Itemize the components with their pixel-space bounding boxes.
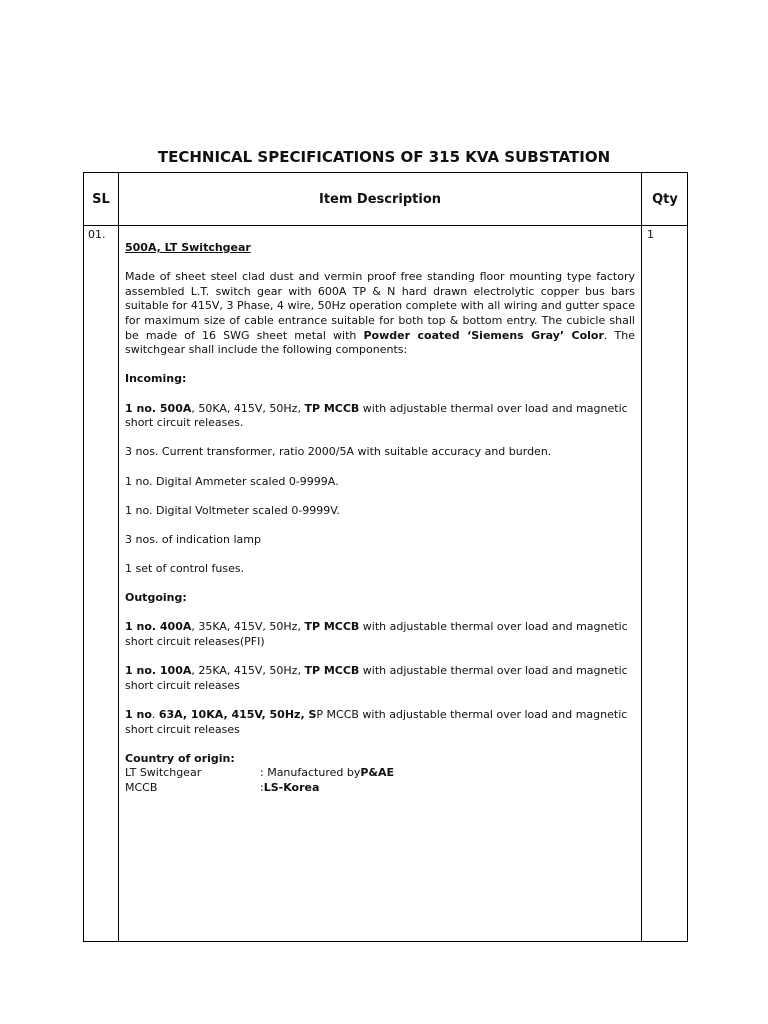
origin-row-mccb: MCCB : LS-Korea (125, 780, 320, 794)
column-divider (641, 173, 642, 941)
item-intro: Made of sheet steel clad dust and vermin proof free standing floor mounting type factory assembled L.T. switch gear with 600A TP & N hard drawn electrolytic copper bus bars suitable for 415V, 3 Phase, 4 wire, 50Hz operation complete with all wiring and gutter space for maximum size of cable entrance suitable for both top & bottom entry. The cubicle shall be made of 16 SWG sheet metal with Powder coated ‘Siemens Gray’ Color. The switchgear shall include the following components: (125, 270, 635, 357)
incoming-mccb: 1 no. 500A, 50KA, 415V, 50Hz, TP MCCB with adjustable thermal over load and magnetic short circuit releases. (125, 401, 628, 430)
incoming-item: 1 no. Digital Ammeter scaled 0-9999A. (125, 474, 339, 488)
outgoing-heading: Outgoing: (125, 591, 187, 605)
origin-row-lt-switchgear: LT Switchgear : Manufactured by P&AE (125, 766, 395, 780)
header-qty: Qty (652, 191, 678, 207)
spec-table (83, 172, 688, 942)
item-description (125, 241, 635, 796)
header-divider (84, 225, 687, 226)
row-sl: 01. (88, 228, 106, 241)
origin-heading: Country of origin: (125, 751, 235, 765)
incoming-item: 1 no. Digital Voltmeter scaled 0-9999V. (125, 503, 340, 517)
outgoing-mccb-100a: 1 no. 100A, 25KA, 415V, 50Hz, TP MCCB with adjustable thermal over load and magnetic short circuit releases (125, 664, 628, 692)
incoming-item: 1 set of control fuses. (125, 562, 245, 576)
incoming-heading: Incoming: (125, 372, 187, 386)
incoming-item: 3 nos. Current transformer, ratio 2000/5A with suitable accuracy and burden. (125, 445, 552, 459)
header-sl: SL (92, 191, 110, 207)
row-qty: 1 (647, 228, 654, 241)
item-title: 500A, LT Switchgear (125, 241, 251, 254)
outgoing-mccb-63a: 1 no. 63A, 10KA, 415V, 50Hz, SP MCCB with adjustable thermal over load and magnetic short circuit releases (125, 708, 628, 736)
page-title: TECHNICAL SPECIFICATIONS OF 315 KVA SUBSTATION (157, 148, 611, 166)
header-item-description: Item Description (318, 191, 442, 207)
outgoing-mccb-400a: 1 no. 400A, 35KA, 415V, 50Hz, TP MCCB with adjustable thermal over load and magnetic short circuit releases(PFI) (125, 620, 628, 649)
column-divider (118, 173, 119, 941)
incoming-item: 3 nos. of indication lamp (125, 532, 261, 546)
